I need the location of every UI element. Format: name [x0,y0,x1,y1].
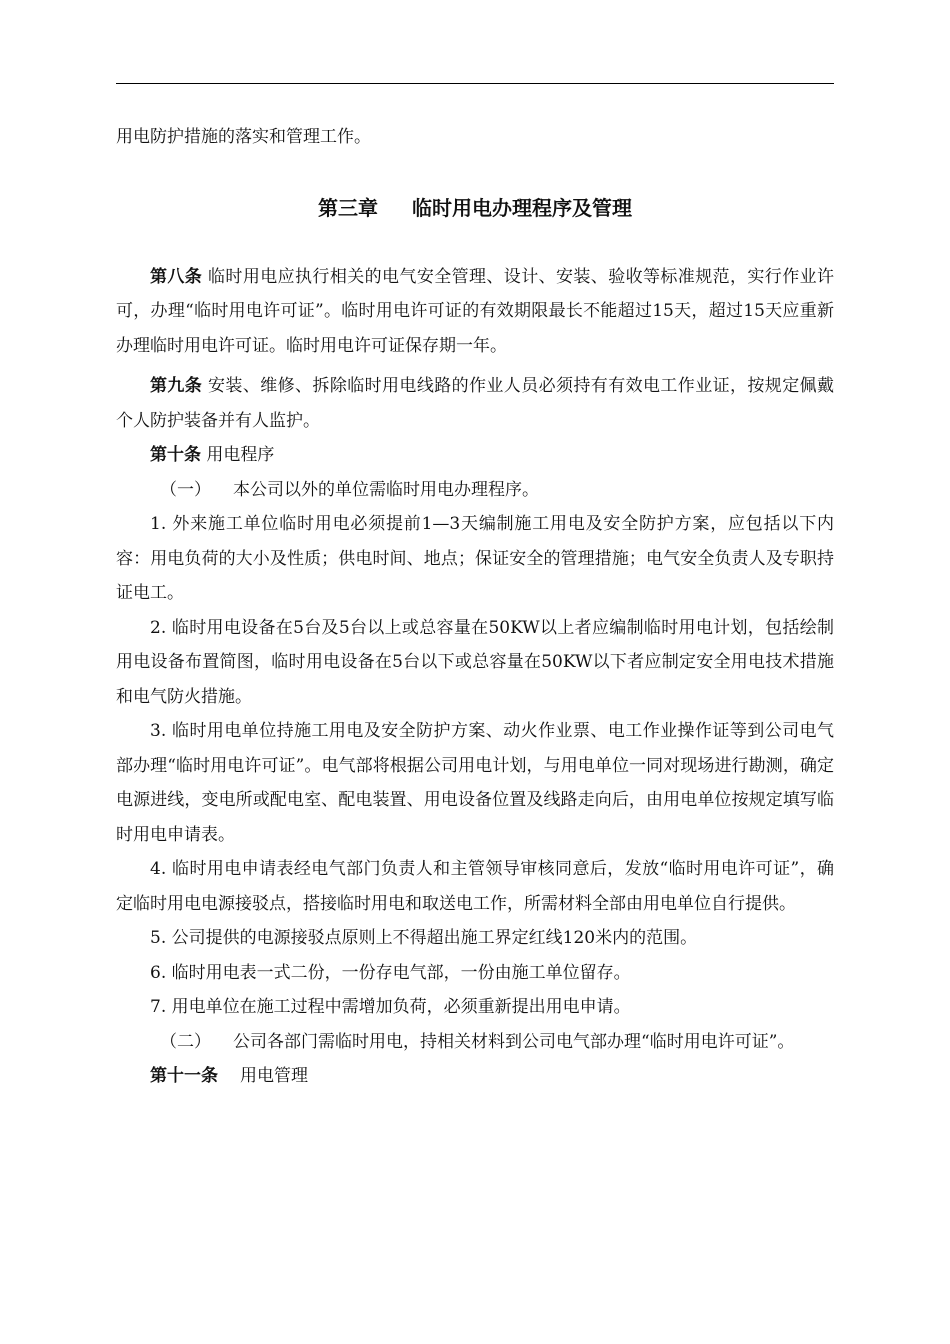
section-2-label: （二） [160,1031,211,1052]
header-rule [116,83,834,84]
chapter-number: 第三章 [318,195,378,220]
chapter-title: 临时用电办理程序及管理 [412,195,632,220]
document-body [116,120,834,1094]
list-item: 4. 临时用电申请表经电气部门负责人和主管领导审核同意后，发放“临时用电许可证”，确定临时用电电源接驳点，搭接临时用电和取送电工作，所需材料全部由用电单位自行提供。 [116,859,834,914]
list-item: 1. 外来施工单位临时用电必须提前1—3天编制施工用电及安全防护方案，应包括以下内容：用电负荷的大小及性质；供电时间、地点；保证安全的管理措施；电气安全负责人及专职持证电工。 [116,514,834,603]
section-2-text: 公司各部门需临时用电，持相关材料到公司电气部办理“临时用电许可证”。 [233,1031,795,1052]
article-8-text: 临时用电应执行相关的电气安全管理、设计、安装、验收等标准规范，实行作业许可，办理“临时用电许可证”。临时用电许可证的有效期限最长不能超过15天，超过15天应重新办理临时用电许可证。临时用电许可证保存期一年。 [116,266,835,356]
article-9 [116,369,834,438]
article-10-label: 第十条 [150,445,201,465]
continued-paragraph: 用电防护措施的落实和管理工作。 [116,127,371,147]
list-item: 5. 公司提供的电源接驳点原则上不得超出施工界定红线120米内的范围。 [150,928,698,948]
chapter-heading [116,193,834,223]
section-2 [116,1025,834,1060]
section-1 [116,473,834,508]
article-10-text: 用电程序 [206,445,275,465]
article-10 [116,438,834,473]
article-11-label: 第十一条 [150,1066,218,1086]
article-9-label: 第九条 [150,376,203,396]
list-item: 2. 临时用电设备在5台及5台以上或总容量在50KW以上者应编制临时用电计划，包括绘制用电设备布置简图，临时用电设备在5台以下或总容量在50KW以下者应制定安全用电技术措施和电气防火措施。 [116,617,834,707]
article-8-label: 第八条 [150,266,203,287]
list-item: 3. 临时用电单位持施工用电及安全防护方案、动火作业票、电工作业操作证等到公司电气部办理“临时用电许可证”。电气部将根据公司用电计划，与用电单位一同对现场进行勘测，确定电源进线，变电所或配电室、配电装置、用电设备位置及线路走向后，由用电单位按规定填写临时用电申请表。 [116,721,834,845]
list-item: 6. 临时用电表一式二份，一份存电气部，一份由施工单位留存。 [150,962,631,983]
section-1-label: （一） [160,479,211,500]
article-11-text: 用电管理 [240,1066,308,1086]
section-1-text: 本公司以外的单位需临时用电办理程序。 [233,479,539,500]
list-item: 7. 用电单位在施工过程中需增加负荷，必须重新提出用电申请。 [150,997,631,1017]
article-9-text: 安装、维修、拆除临时用电线路的作业人员必须持有有效电工作业证，按规定佩戴个人防护装备并有人监护。 [116,376,835,431]
article-8 [116,260,834,364]
article-11 [116,1059,834,1094]
